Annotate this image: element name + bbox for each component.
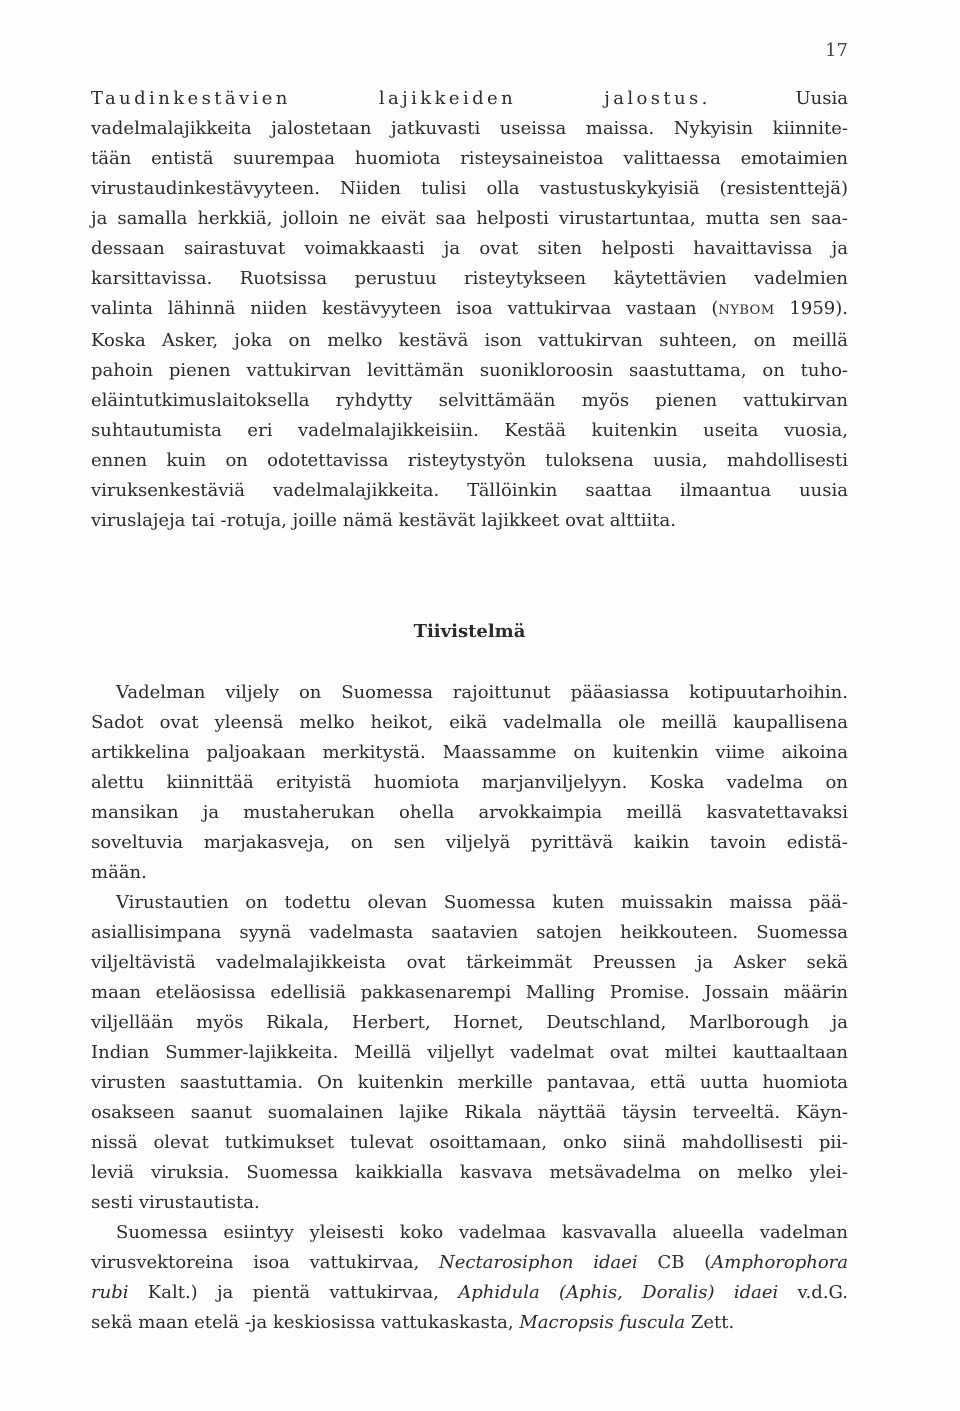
text-line: Koska Asker, joka on melko kestävä ison vattukirvan suhteen, on meillä	[91, 330, 848, 351]
text-line: rubi Kalt.) ja pientä vattukirvaa, Aphidula (Aphis, Doralis) idaei v.d.G.	[91, 1282, 848, 1303]
text-line: Virustautien on todettu olevan Suomessa kuten muissakin maissa pää-	[116, 892, 848, 913]
summary-paragraph-1	[91, 678, 848, 888]
body-text	[91, 84, 848, 1338]
text-line: mään.	[91, 862, 147, 883]
text-line: viruksenkestäviä vadelmalajikkeita. Tällöinkin saattaa ilmaantua uusia	[91, 480, 848, 501]
text-line: leviä viruksia. Suomessa kaikkialla kasvava metsävadelma on melko ylei-	[91, 1162, 848, 1183]
text-line: mansikan ja mustaherukan ohella arvokkaimpia meillä kasvatettavaksi	[91, 802, 848, 823]
species-name: rubi	[91, 1282, 129, 1303]
species-name: Nectarosiphon idaei	[439, 1252, 638, 1273]
text-line: osakseen saanut suomalainen lajike Rikala näyttää täysin terveeltä. Käyn-	[91, 1102, 848, 1123]
text-line: virusten saastuttamia. On kuitenkin merkille pantavaa, että uutta huomiota	[91, 1072, 848, 1093]
text-line: Sadot ovat yleensä melko heikot, eikä vadelmalla ole meillä kaupallisena	[91, 712, 848, 733]
text-line: Vadelman viljely on Suomessa rajoittunut pääasiassa kotipuutarhoihin.	[116, 682, 848, 703]
paragraph-breeding	[91, 84, 848, 536]
text-line: suhtautumista eri vadelmalajikkeisiin. Kestää kuitenkin useita vuosia,	[91, 420, 848, 441]
species-name: Aphidula (Aphis, Doralis) idaei	[458, 1282, 779, 1303]
text-line: sesti virustautista.	[91, 1192, 260, 1213]
text-line: Indian Summer-lajikkeita. Meillä viljellyt vadelmat ovat miltei kauttaaltaan	[91, 1042, 848, 1063]
text-line: eläintutkimuslaitoksella ryhdytty selvittämään myös pienen vattukirvan	[91, 390, 848, 411]
summary-paragraph-2	[91, 888, 848, 1218]
text-line: Suomessa esiintyy yleisesti koko vadelmaa kasvavalla alueella vadelman	[116, 1222, 848, 1243]
summary-paragraph-3	[91, 1218, 848, 1338]
text-line: ja samalla herkkiä, jolloin ne eivät saa helposti virustartuntaa, mutta sen saa-	[91, 208, 848, 229]
text-line: vadelmalajikkeita jalostetaan jatkuvasti useissa maissa. Nykyisin kiinnite-	[91, 118, 848, 139]
text-line: soveltuvia marjakasveja, on sen viljelyä pyrittävä kaikin tavoin edistä-	[91, 832, 848, 853]
text-line: tään entistä suurempaa huomiota risteysaineistoa valittaessa emotaimien	[91, 148, 848, 169]
section-title-spaced: Taudinkestävien lajikkeiden jalostus.	[91, 88, 711, 109]
text-line: maan eteläosissa edellisiä pakkasenarempi Malling Promise. Jossain määrin	[91, 982, 848, 1003]
text-line: asiallisimpana syynä vadelmasta saatavien satojen heikkouteen. Suomessa	[91, 922, 848, 943]
text-line: valinta lähinnä niiden kestävyyteen isoa vattukirvaa vastaan (NYBOM 1959).	[91, 298, 848, 319]
citation-year: 1959).	[774, 298, 848, 319]
text-line: dessaan sairastuvat voimakkaasti ja ovat siten helposti havaittavissa ja	[91, 238, 848, 259]
section-heading: Tiivistelmä	[413, 621, 526, 642]
citation-author: NYBOM	[718, 303, 775, 318]
text-line: artikkelina paljoakaan merkitystä. Maassamme on kuitenkin viime aikoina	[91, 742, 848, 763]
text-line: virustaudinkestävyyteen. Niiden tulisi olla vastustuskykyisiä (resistenttejä)	[91, 178, 848, 199]
text-line: nissä olevat tutkimukset tulevat osoittamaan, onko siinä mahdollisesti pii-	[91, 1132, 848, 1153]
text-line: viruslajeja tai -rotuja, joille nämä kestävät lajikkeet ovat alttiita.	[91, 510, 676, 531]
species-name: Macropsis fuscula	[519, 1312, 686, 1333]
page-number: 17	[825, 40, 848, 61]
text-line: ennen kuin on odotettavissa risteytystyön tuloksena uusia, mahdollisesti	[91, 450, 848, 471]
text-line: karsittavissa. Ruotsissa perustuu risteytykseen käytettävien vadelmien	[91, 268, 848, 289]
text-line: virusvektoreina isoa vattukirvaa, Nectarosiphon idaei CB (Amphorophora	[91, 1252, 849, 1273]
text-line: viljellään myös Rikala, Herbert, Hornet, Deutschland, Marlborough ja	[91, 1012, 848, 1033]
species-name: Amphorophora	[711, 1252, 849, 1273]
text-line: viljeltävistä vadelmalajikkeista ovat tärkeimmät Preussen ja Asker sekä	[91, 952, 848, 973]
text-line: sekä maan etelä -ja keskiosissa vattukaskasta, Macropsis fuscula Zett.	[91, 1312, 735, 1333]
text-line: pahoin pienen vattukirvan levittämän suonikloroosin saastuttama, on tuho-	[91, 360, 848, 381]
text-line: alettu kiinnittää erityistä huomiota marjanviljelyyn. Koska vadelma on	[91, 772, 848, 793]
text-line: Taudinkestävien lajikkeiden jalostus. Uusia	[91, 88, 848, 109]
